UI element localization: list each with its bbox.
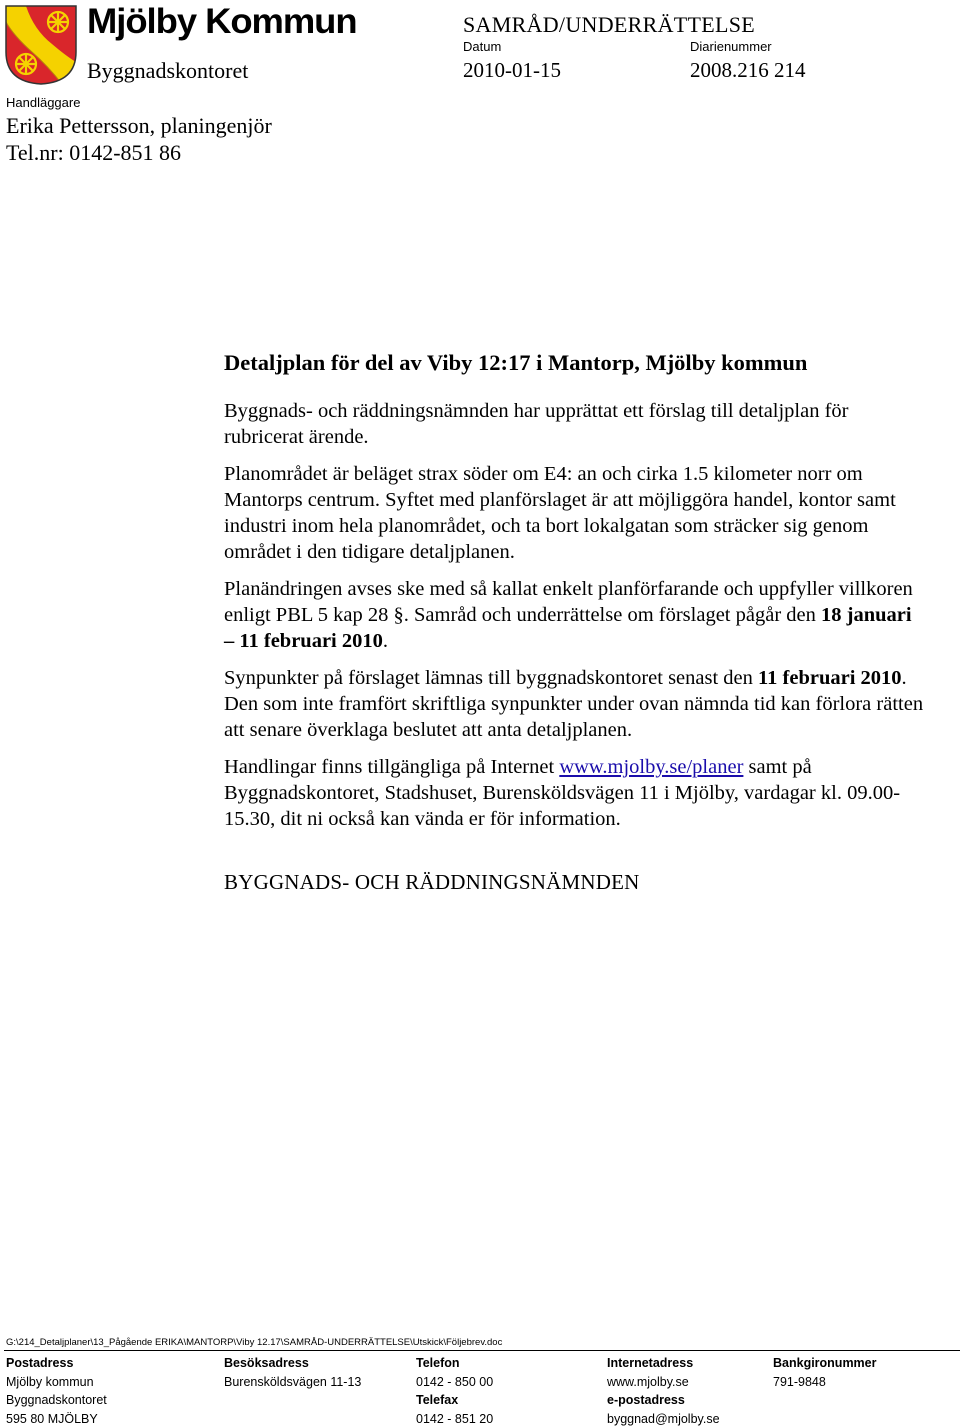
p3-text-a: Planändringen avses ske med så kallat enkelt planförfarande och uppfyller villkoren enligt PBL 5 kap 28 §. Samråd och underrättelse om förslaget pågår den <box>224 578 913 626</box>
file-path: G:\214_Detaljplaner\13_Pågående ERIKA\MANTORP\Viby 12.17\SAMRÅD-UNDERRÄTTELSE\Utskick\Följebrev.doc <box>6 1337 502 1348</box>
internet-value: www.mjolby.se <box>607 1373 720 1392</box>
internet-label: Internetadress <box>607 1354 720 1373</box>
wheel-icon-top <box>48 12 68 32</box>
footer-col-besoksadress <box>224 1354 361 1391</box>
telefon-value: 0142 - 850 00 <box>416 1373 493 1392</box>
paragraph-3 <box>224 576 924 654</box>
doc-type: SAMRÅD/UNDERRÄTTELSE <box>463 12 755 38</box>
letter-body <box>224 350 924 895</box>
paragraph-1: Byggnads- och räddningsnämnden har upprättat ett förslag till detaljplan för rubricerat ärende. <box>224 398 924 450</box>
postadress-label: Postadress <box>6 1354 107 1373</box>
postadress-line-2: Byggnadskontoret <box>6 1391 107 1410</box>
handlaggare-label: Handläggare <box>6 95 80 110</box>
coat-of-arms-icon <box>4 4 78 86</box>
footer-col-postadress <box>6 1354 107 1428</box>
telefon-label: Telefon <box>416 1354 493 1373</box>
wheel-icon-bottom <box>16 54 36 74</box>
diarie-value: 2008.216 214 <box>690 58 806 83</box>
signature: BYGGNADS- OCH RÄDDNINGSNÄMNDEN <box>224 870 924 895</box>
postadress-line-1: Mjölby kommun <box>6 1373 107 1392</box>
p3-dates: 18 januari – 11 februari 2010 <box>224 604 912 652</box>
p4-text-c: . Den som inte framfört skriftliga synpunkter under ovan nämnda tid kan förlora rätten att senare överklaga beslutet att anta detaljplanen. <box>224 667 923 741</box>
department: Byggnadskontoret <box>87 58 248 84</box>
p4-deadline: 11 februari 2010 <box>758 667 902 689</box>
bankgiro-value: 791-9848 <box>773 1373 877 1392</box>
handlaggare-tel: Tel.nr: 0142-851 86 <box>6 140 181 166</box>
telefax-value: 0142 - 851 20 <box>416 1410 493 1428</box>
p4-text-a: Synpunkter på förslaget lämnas till byggnadskontoret senast den <box>224 667 758 689</box>
date-label: Datum <box>463 39 501 54</box>
diarie-label: Diarienummer <box>690 39 772 54</box>
org-name: Mjölby Kommun <box>87 2 357 42</box>
page-title: Detaljplan för del av Viby 12:17 i Mantorp, Mjölby kommun <box>224 350 924 376</box>
bankgiro-label: Bankgironummer <box>773 1354 877 1373</box>
footer-col-internet <box>607 1354 720 1428</box>
p5-text-b: samt på Byggnadskontoret, Stadshuset, Burensköldsvägen 11 i Mjölby, vardagar kl. 09.00-15.30, dit ni också kan vända er för information. <box>224 756 900 830</box>
besoksadress-label: Besöksadress <box>224 1354 361 1373</box>
paragraph-5 <box>224 754 924 832</box>
footer-divider <box>4 1350 960 1351</box>
footer-col-telefon <box>416 1354 493 1428</box>
epost-label: e-postadress <box>607 1391 720 1410</box>
epost-value: byggnad@mjolby.se <box>607 1410 720 1428</box>
planer-link[interactable]: www.mjolby.se/planer <box>559 756 743 778</box>
p5-text-a: Handlingar finns tillgängliga på Internet <box>224 756 559 778</box>
handlaggare-name: Erika Pettersson, planingenjör <box>6 113 272 139</box>
date-value: 2010-01-15 <box>463 58 561 83</box>
footer-col-bankgiro <box>773 1354 877 1391</box>
postadress-line-3: 595 80 MJÖLBY <box>6 1410 107 1428</box>
telefax-label: Telefax <box>416 1391 493 1410</box>
paragraph-2: Planområdet är beläget strax söder om E4: an och cirka 1.5 kilometer norr om Mantorps centrum. Syftet med planförslaget är att möjliggöra handel, kontor samt industri inom hela planområdet, och ta bort lokalgatan som sträcker sig genom området i den tidigare detaljplanen. <box>224 461 924 565</box>
paragraph-4 <box>224 665 924 743</box>
besoksadress-line-1: Burensköldsvägen 11-13 <box>224 1373 361 1392</box>
p3-text-c: . <box>383 630 388 652</box>
